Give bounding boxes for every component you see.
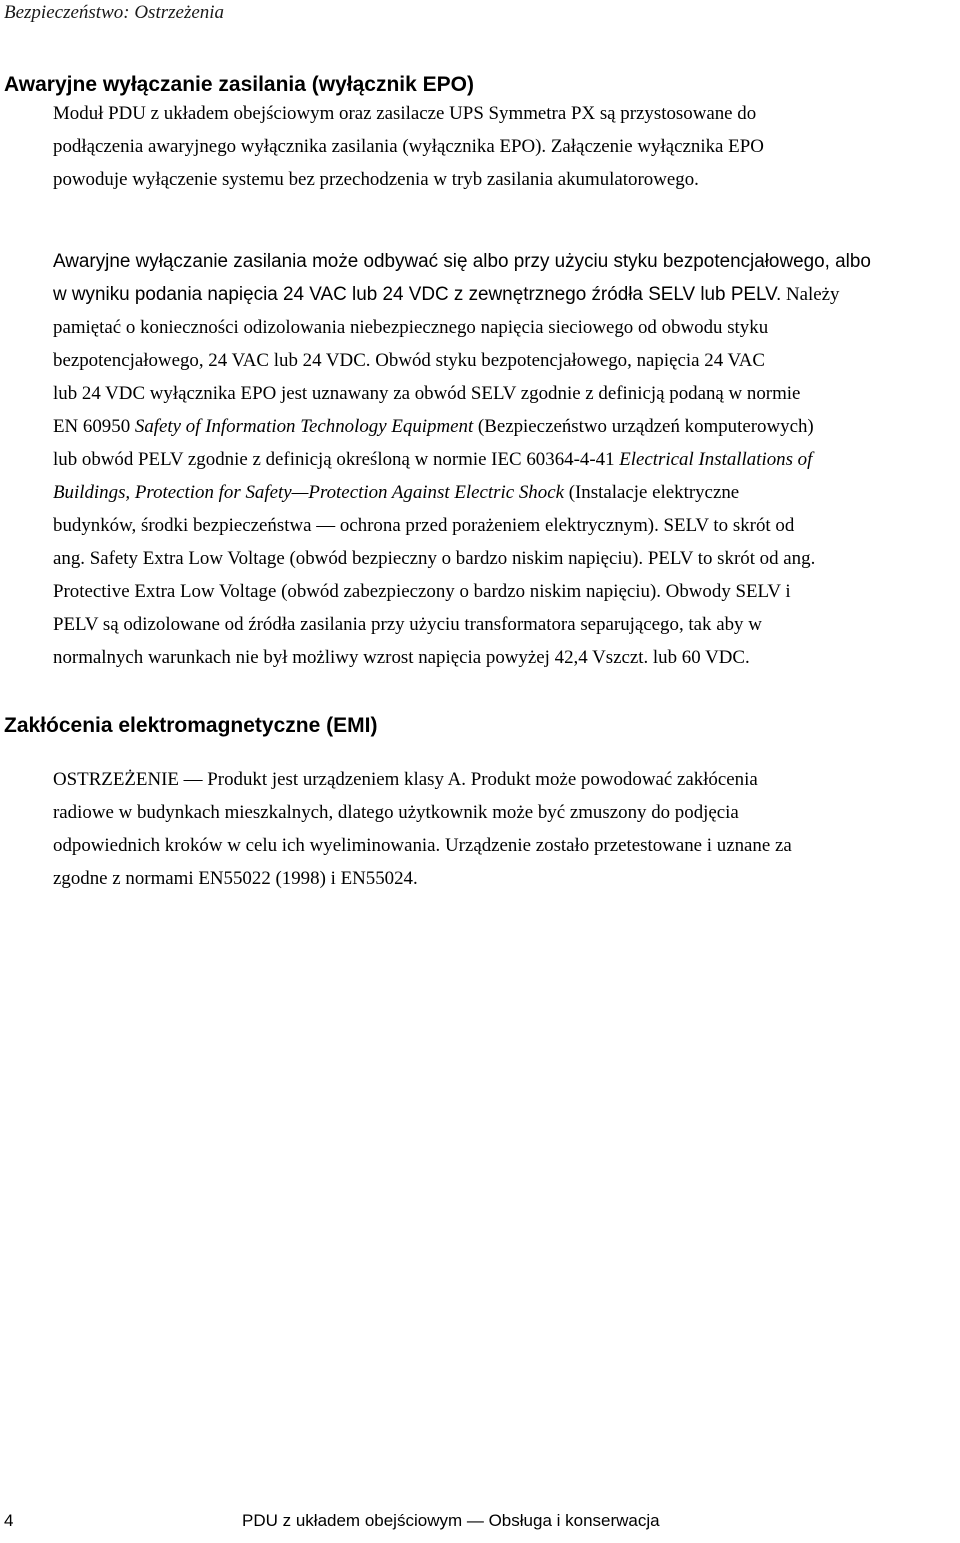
text-line [53, 443, 953, 476]
section-heading-epo: Awaryjne wyłączanie zasilania (wyłącznik EPO) [4, 73, 474, 96]
text-line: normalnych warunkach nie był możliwy wzrost napięcia powyżej 42,4 Vszczt. lub 60 VDC. [53, 647, 750, 668]
section-heading-emi: Zakłócenia elektromagnetyczne (EMI) [4, 714, 378, 737]
text-line [53, 410, 953, 443]
text-line: OSTRZEŻENIE — Produkt jest urządzeniem klasy A. Produkt może powodować zakłócenia [53, 769, 758, 790]
standard-title: Buildings, Protection for Safety—Protection Against Electric Shock [53, 482, 564, 503]
text-line: zgodne z normami EN55022 (1998) i EN55024. [53, 868, 418, 889]
text-line: PELV są odizolowane od źródła zasilania przy użyciu transformatora separującego, tak aby w [53, 614, 762, 635]
text-line: lub 24 VDC wyłącznika EPO jest uznawany za obwód SELV zgodnie z definicją podaną w normie [53, 383, 801, 404]
paragraph-epo-details [53, 245, 958, 674]
text-segment: (Instalacje elektryczne [563, 482, 740, 503]
text-segment: lub obwód PELV zgodnie z definicją określoną w normie IEC 60364-4-41 [53, 449, 620, 470]
text-line: odpowiednich kroków w celu ich wyeliminowania. Urządzenie zostało przetestowane i uznane za [53, 835, 792, 856]
text-line: budynków, środki bezpieczeństwa — ochrona przed porażeniem elektrycznym). SELV to skrót od [53, 515, 795, 536]
text-line: podłączenia awaryjnego wyłącznika zasilania (wyłącznika EPO). Załączenie wyłącznika EPO [53, 136, 764, 157]
running-header: Bezpieczeństwo: Ostrzeżenia [4, 2, 225, 23]
text-segment: Należy [781, 284, 840, 305]
paragraph-emi-warning [53, 763, 958, 895]
page-number: 4 [4, 1511, 14, 1530]
text-line: Awaryjne wyłączanie zasilania może odbywać się albo przy użyciu styku bezpotencjałowego, albo [53, 251, 871, 272]
text-line: Protective Extra Low Voltage (obwód zabezpieczony o bardzo niskim napięciu). Obwody SELV i [53, 581, 791, 602]
text-line: pamiętać o konieczności odizolowania niebezpiecznego napięcia sieciowego od obwodu styku [53, 317, 769, 338]
text-segment: w wyniku podania napięcia 24 VAC lub 24 VDC z zewnętrznego źródła SELV lub PELV. [53, 284, 782, 305]
paragraph-epo-intro [53, 97, 958, 196]
standard-title: Electrical Installations of [619, 449, 813, 470]
text-segment: (Bezpieczeństwo urządzeń komputerowych) [473, 416, 814, 437]
text-line [53, 344, 953, 377]
text-segment: EN 60950 [53, 416, 135, 437]
text-segment: bezpotencjałowego, 24 VAC lub 24 VDC. [53, 350, 371, 371]
text-line: ang. Safety Extra Low Voltage (obwód bezpieczny o bardzo niskim napięciu). PELV to skrót od ang. [53, 548, 816, 569]
footer-title: PDU z układem obejściowym — Obsługa i konserwacja [242, 1511, 660, 1530]
text-line: radiowe w budynkach mieszkalnych, dlatego użytkownik może być zmuszony do podjęcia [53, 802, 739, 823]
text-segment: Obwód styku bezpotencjałowego, napięcia 24 VAC [370, 350, 765, 371]
text-line [53, 476, 953, 509]
standard-title: Safety of Information Technology Equipment [134, 416, 474, 437]
text-line: powoduje wyłączenie systemu bez przechodzenia w tryb zasilania akumulatorowego. [53, 169, 699, 190]
text-line [53, 278, 953, 311]
text-line: Moduł PDU z układem obejściowym oraz zasilacze UPS Symmetra PX są przystosowane do [53, 103, 757, 124]
